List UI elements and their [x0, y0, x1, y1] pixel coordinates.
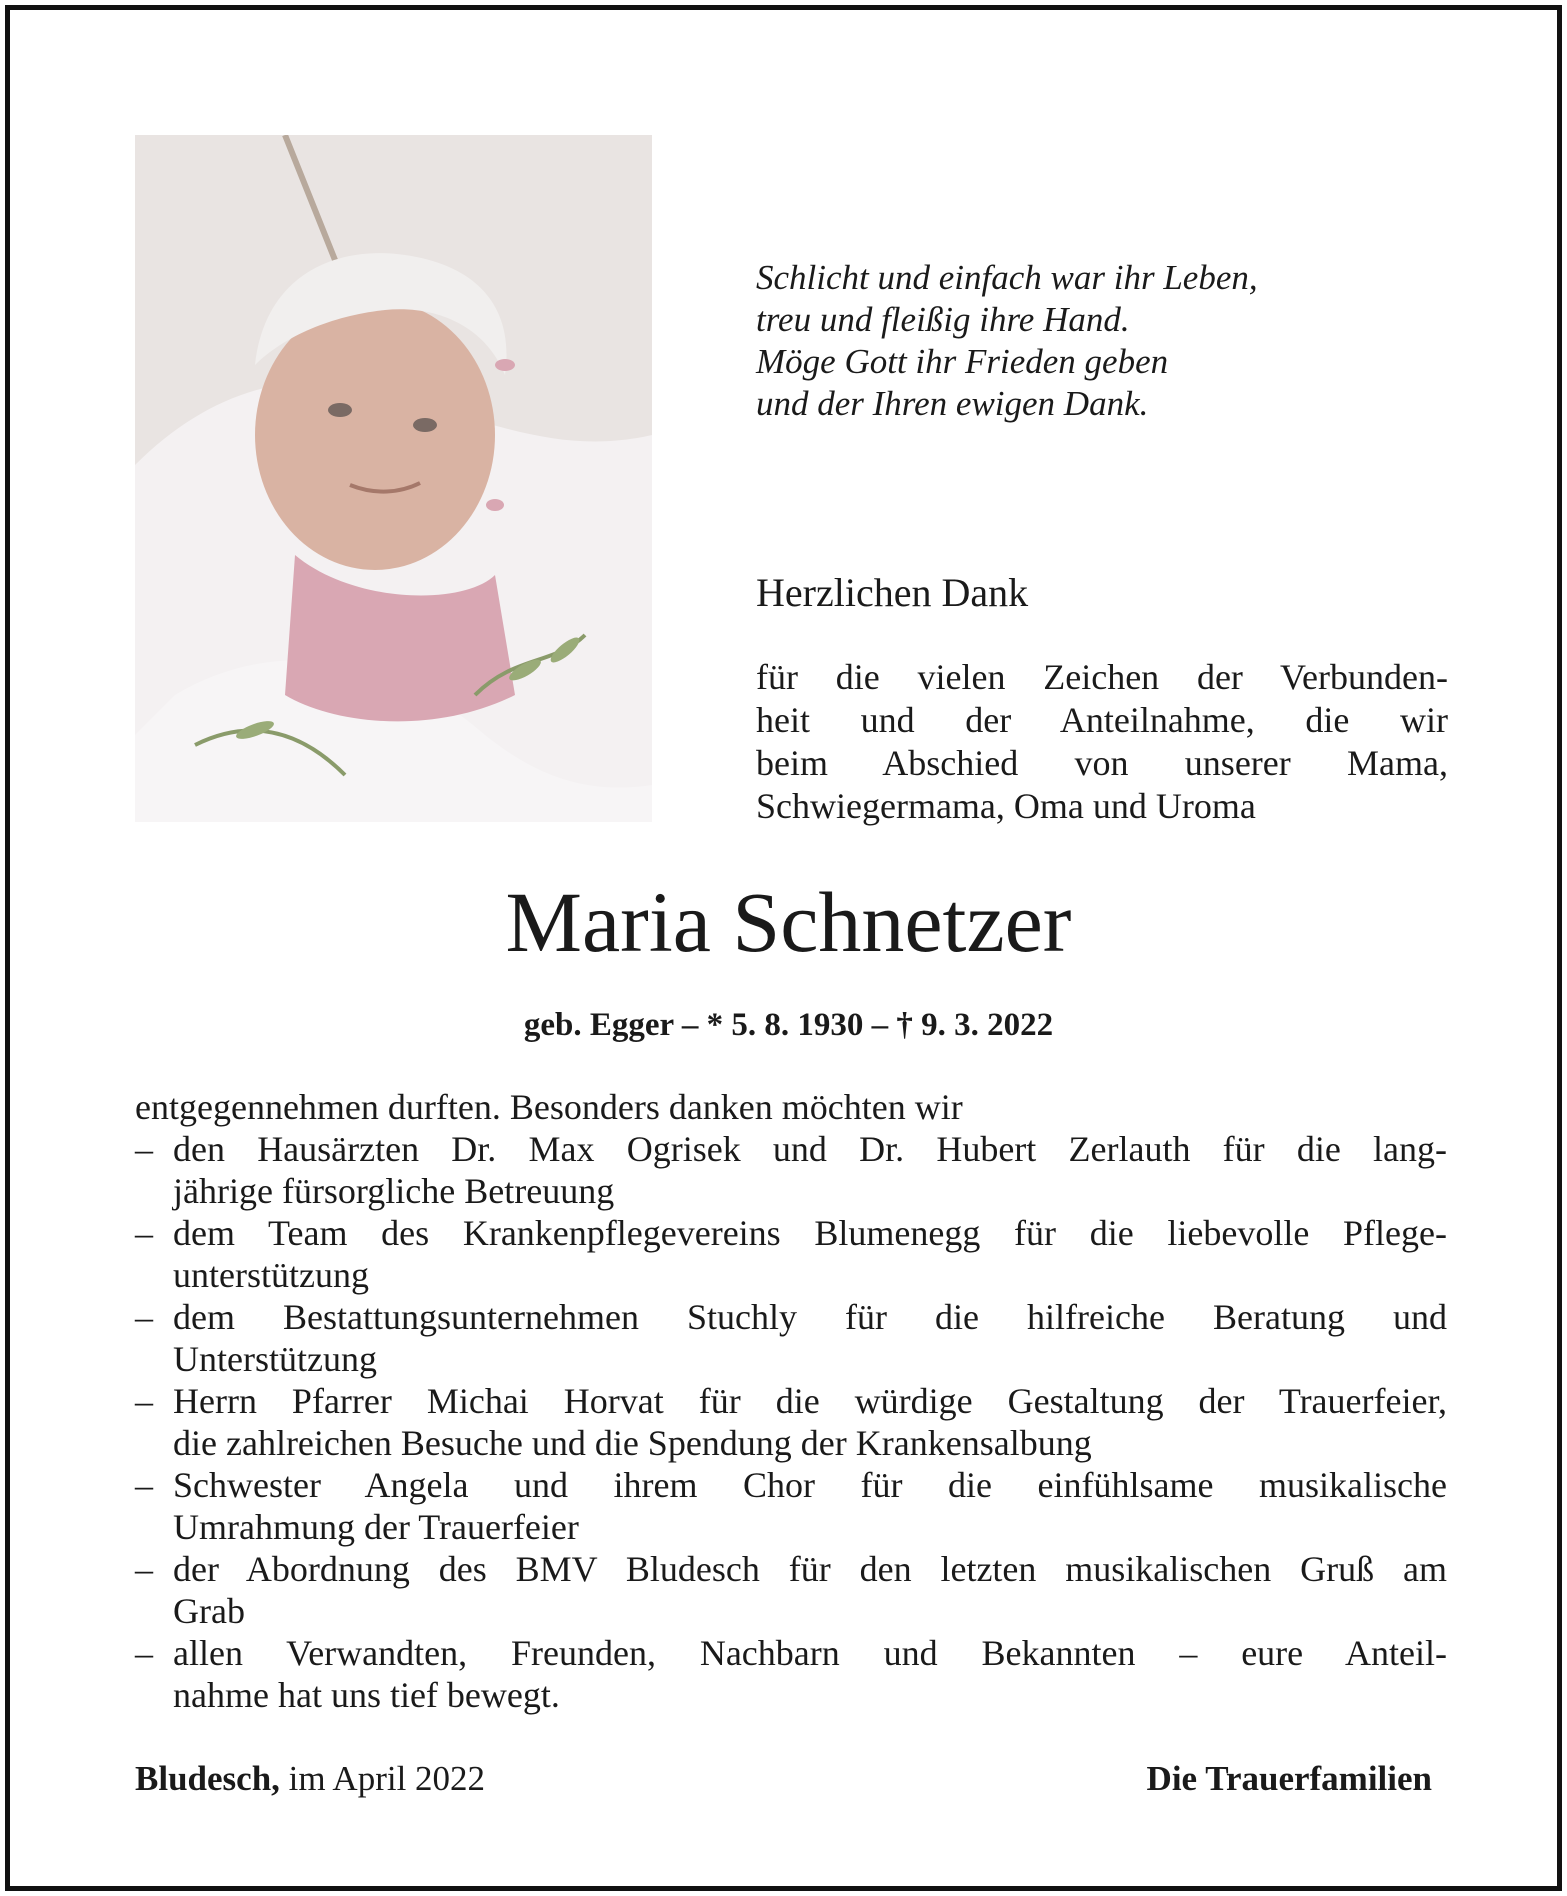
list-line: den Hausärzten Dr. Max Ogrisek und Dr. Hubert Zerlauth für die lang- [173, 1129, 1447, 1169]
thanks-body [135, 1086, 1447, 1716]
list-item [135, 1548, 1447, 1632]
list-line: Schwester Angela und ihrem Chor für die einfühlsame musikalische [173, 1465, 1447, 1505]
body-lead: entgegennehmen durften. Besonders danken möchten wir [135, 1087, 963, 1127]
list-item [135, 1296, 1447, 1380]
dash: – [135, 1465, 153, 1505]
verse-line: und der Ihren ewigen Dank. [756, 384, 1149, 423]
list-line: der Abordnung des BMV Bludesch für den letzten musikalischen Gruß am [173, 1549, 1447, 1589]
list-line: Umrahmung der Trauerfeier [173, 1507, 579, 1547]
list-line: jährige fürsorgliche Betreuung [173, 1171, 615, 1211]
list-line: allen Verwandten, Freunden, Nachbarn und Bekannten – eure Anteil- [173, 1633, 1447, 1673]
intro-line: für die vielen Zeichen der Verbunden- [756, 657, 1448, 697]
intro-line: heit und der Anteilnahme, die wir [756, 700, 1448, 740]
dash: – [135, 1213, 153, 1253]
signature: Die Trauerfamilien [1146, 1759, 1432, 1798]
portrait-illustration [135, 135, 652, 822]
place: Bludesch, [135, 1759, 280, 1798]
list-item [135, 1128, 1447, 1212]
list-line: unterstützung [173, 1255, 369, 1295]
thanks-heading: Herzlichen Dank [756, 570, 1029, 615]
list-line: Herrn Pfarrer Michai Horvat für die würdige Gestaltung der Trauerfeier, [173, 1381, 1447, 1421]
list-line: Unterstützung [173, 1339, 377, 1379]
dash: – [135, 1381, 153, 1421]
list-line: Grab [173, 1591, 245, 1631]
intro-line: Schwiegermama, Oma und Uroma [756, 786, 1256, 826]
verse [756, 257, 1476, 425]
list-line: nahme hat uns tief bewegt. [173, 1675, 560, 1715]
dash: – [135, 1633, 153, 1673]
list-line: dem Bestattungsunternehmen Stuchly für die hilfreiche Beratung und [173, 1297, 1447, 1337]
deceased-details: geb. Egger – * 5. 8. 1930 – † 9. 3. 2022 [523, 1007, 1054, 1043]
deceased-name: Maria Schnetzer [505, 874, 1072, 970]
verse-line: Möge Gott ihr Frieden geben [756, 342, 1169, 381]
dash: – [135, 1297, 153, 1337]
notice-frame [5, 5, 1562, 1891]
list-item [135, 1464, 1447, 1548]
dash: – [135, 1549, 153, 1589]
verse-line: treu und fleißig ihre Hand. [756, 300, 1130, 339]
portrait-photo [135, 135, 652, 822]
list-item [135, 1380, 1447, 1464]
thanks-intro [756, 656, 1448, 828]
date: im April 2022 [279, 1759, 486, 1798]
intro-line: beim Abschied von unserer Mama, [756, 743, 1448, 783]
thanks-list [135, 1128, 1447, 1716]
list-item [135, 1212, 1447, 1296]
dash: – [135, 1129, 153, 1169]
list-line: dem Team des Krankenpflegevereins Blumenegg für die liebevolle Pflege- [173, 1213, 1447, 1253]
place-date [135, 1758, 485, 1800]
list-item [135, 1632, 1447, 1716]
list-line: die zahlreichen Besuche und die Spendung der Krankensalbung [173, 1423, 1092, 1463]
verse-line: Schlicht und einfach war ihr Leben, [756, 258, 1258, 297]
